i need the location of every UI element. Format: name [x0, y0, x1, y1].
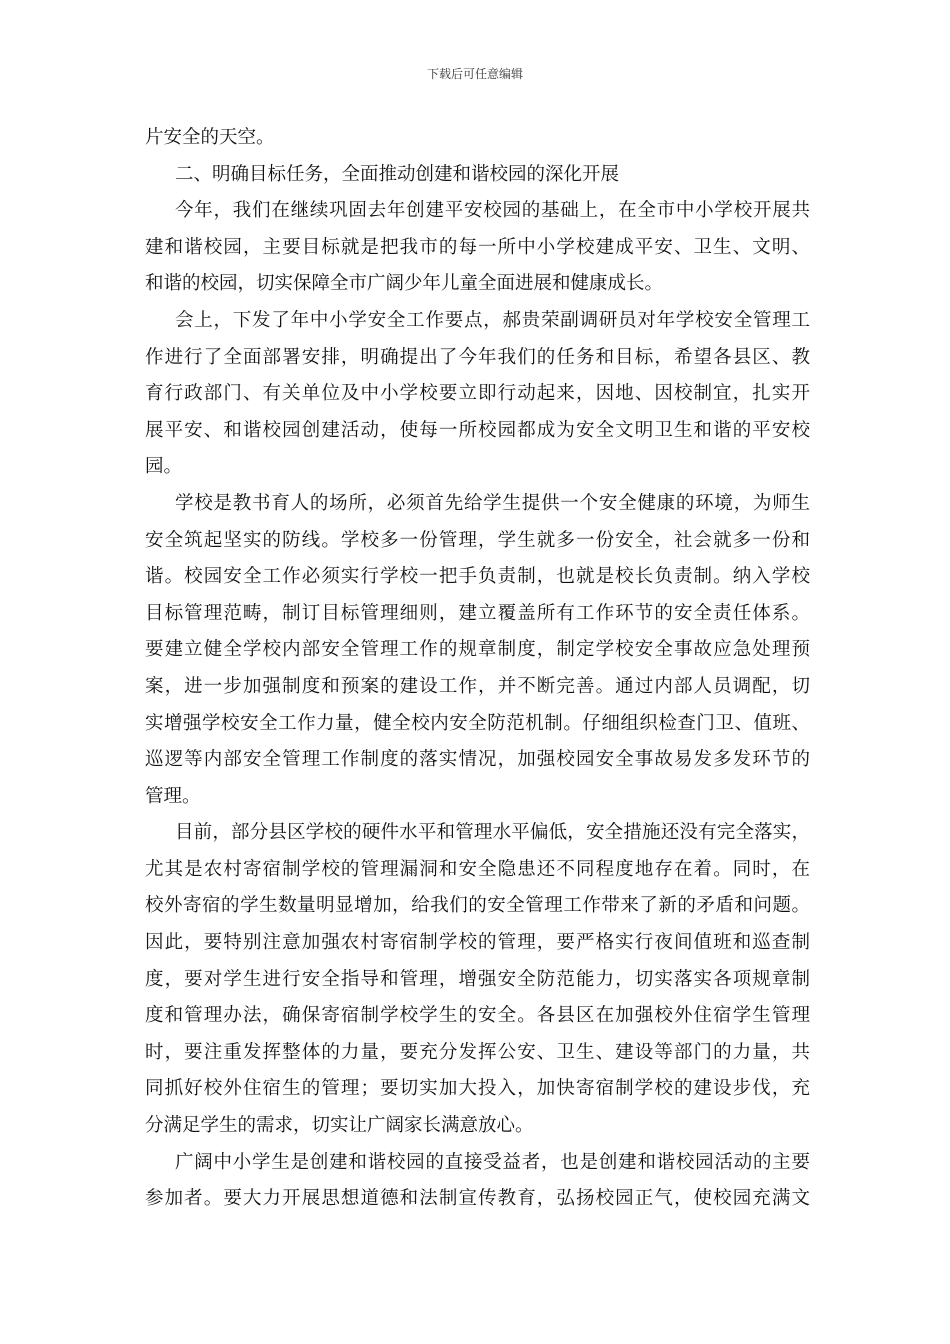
- text-line: 度，要对学生进行安全指导和管理，增强安全防范能力，切实落实各项规章制: [145, 968, 810, 990]
- text-line: 参加者。要大力开展思想道德和法制宣传教育，弘扬校园正气，使校园充满文: [145, 1188, 810, 1210]
- text-line: 尤其是农村寄宿制学校的管理漏洞和安全隐患还不同程度地存在着。同时，在: [145, 858, 810, 880]
- text-line: 巡逻等内部安全管理工作制度的落实情况，加强校园安全事故易发多发环节的: [145, 749, 810, 771]
- text-line: 会上，下发了年中小学安全工作要点，郝贵荣副调研员对年学校安全管理工: [175, 309, 810, 331]
- text-line: 时，要注重发挥整体的力量，要充分发挥公安、卫生、建设等部门的力量，共: [145, 1041, 810, 1063]
- text-line: 同抓好校外住宿生的管理；要切实加大投入，加快寄宿制学校的建设步伐，充: [145, 1078, 810, 1100]
- text-line: 目标管理范畴，制订目标管理细则，建立覆盖所有工作环节的安全责任体系。: [145, 602, 810, 624]
- text-line: 谐。校园安全工作必须实行学校一把手负责制，也就是校长负责制。纳入学校: [145, 566, 810, 588]
- text-line: 作进行了全面部署安排，明确提出了今年我们的任务和目标，希望各县区、教: [145, 346, 810, 368]
- text-line: 管理。: [145, 785, 201, 807]
- text-line: 和谐的校园，切实保障全市广阔少年儿童全面进展和健康成长。: [145, 273, 664, 295]
- text-line: 广阔中小学生是创建和谐校园的直接受益者，也是创建和谐校园活动的主要: [175, 1151, 810, 1173]
- text-line: 度和管理办法，确保寄宿制学校学生的安全。各县区在加强校外住宿学生管理: [145, 1005, 810, 1027]
- text-line: 二、明确目标任务，全面推动创建和谐校园的深化开展: [175, 163, 620, 185]
- text-line: 目前，部分县区学校的硬件水平和管理水平偏低，安全措施还没有完全落实，: [175, 822, 810, 844]
- text-line: 片安全的天空。: [145, 127, 275, 148]
- text-line: 展平安、和谐校园创建活动，使每一所校园都成为安全文明卫生和谐的平安校: [145, 419, 810, 441]
- text-line: 要建立健全学校内部安全管理工作的规章制度，制定学校安全事故应急处理预: [145, 639, 810, 661]
- text-line: 案，进一步加强制度和预案的建设工作，并不断完善。通过内部人员调配，切: [145, 675, 810, 697]
- text-line: 分满足学生的需求，切实让广阔家长满意放心。: [145, 1115, 534, 1137]
- text-line: 实增强学校安全工作力量，健全校内安全防范机制。仔细组织检查门卫、值班、: [145, 712, 810, 734]
- document-body: [145, 120, 810, 1218]
- text-line: 安全筑起坚实的防线。学校多一份管理，学生就多一份安全，社会就多一份和: [145, 529, 810, 551]
- page-header: 下载后可任意编辑: [426, 67, 523, 81]
- text-line: 学校是教书育人的场所，必须首先给学生提供一个安全健康的环境，为师生: [175, 492, 810, 514]
- text-line: 今年，我们在继续巩固去年创建平安校园的基础上，在全市中小学校开展共: [175, 200, 810, 222]
- text-line: 因此，要特别注意加强农村寄宿制学校的管理，要严格实行夜间值班和巡查制: [145, 932, 810, 954]
- text-line: 建和谐校园，主要目标就是把我市的每一所中小学校建成平安、卫生、文明、: [145, 236, 810, 258]
- text-line: 育行政部门、有关单位及中小学校要立即行动起来，因地、因校制宜，扎实开: [145, 383, 810, 405]
- text-line: 园。: [145, 456, 183, 478]
- text-line: 校外寄宿的学生数量明显增加，给我们的安全管理工作带来了新的矛盾和问题。: [145, 895, 810, 917]
